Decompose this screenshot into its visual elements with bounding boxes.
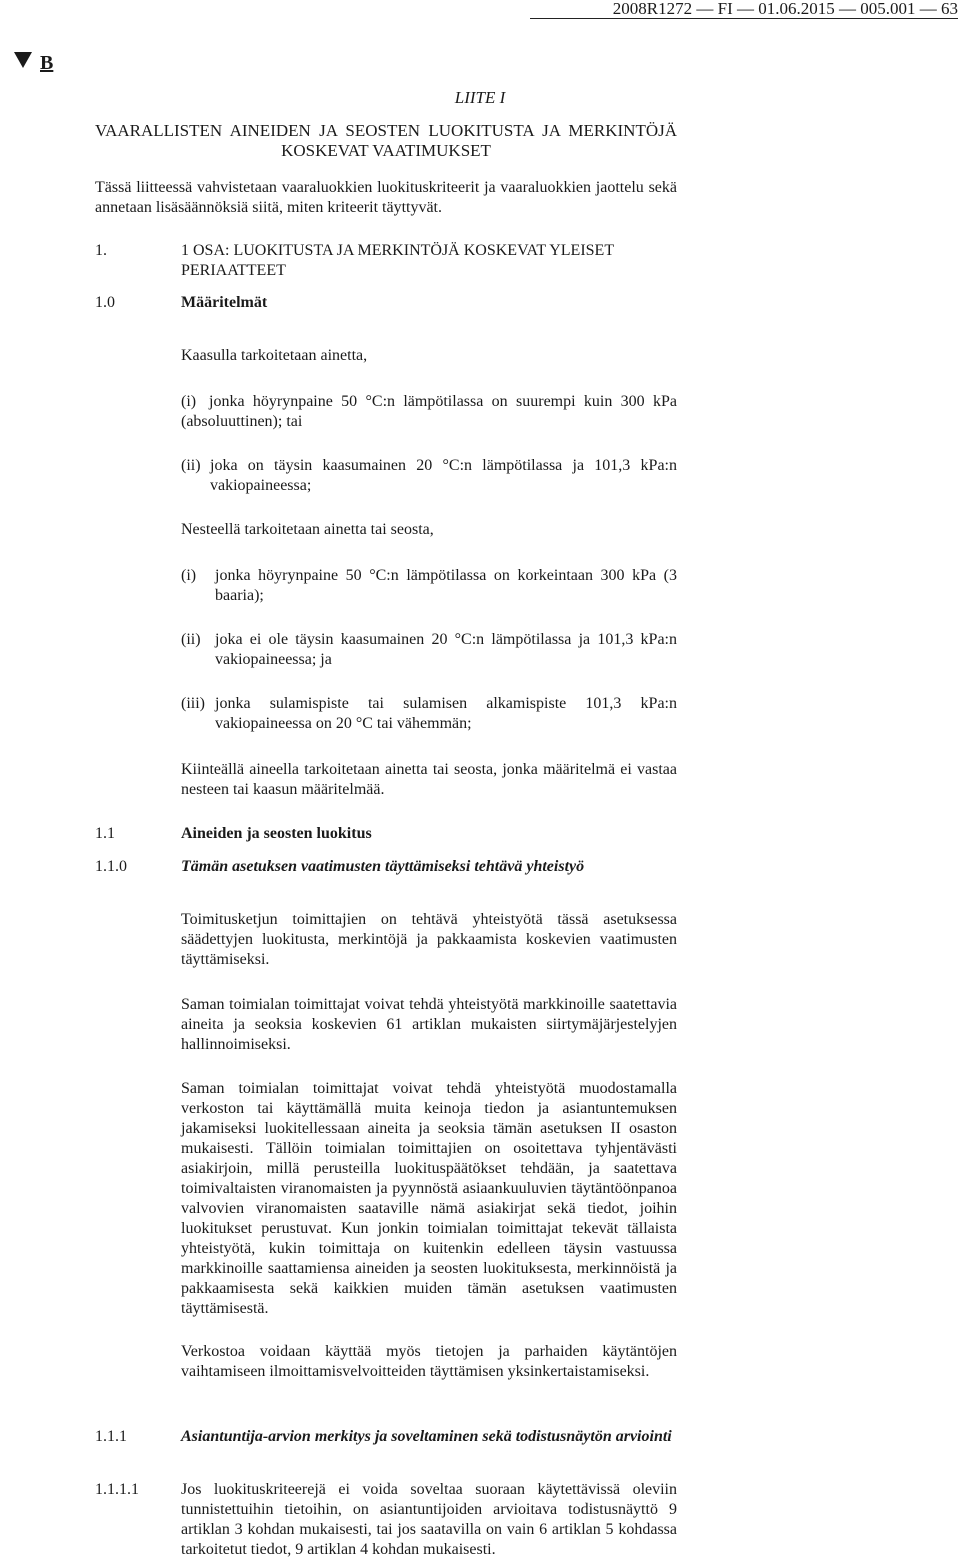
page-header: 2008R1272 — FI — 01.06.2015 — 005.001 — 63 [530, 0, 958, 19]
section-number: 1. [95, 242, 107, 259]
section-title: Määritelmät [181, 294, 268, 311]
list-item-label: (ii) [181, 631, 201, 648]
list-item [181, 392, 677, 432]
list-item-text: joka on täysin kaasumainen 20 °C:n lämpötilassa ja 101,3 kPa:n vakiopaineessa; [210, 457, 677, 494]
paragraph: Toimitusketjun toimittajien on tehtävä yhteistyötä tässä asetuksessa säädettyjen luokitusta, merkintöjä ja pakkaamista koskevien vaatimusten täyttämiseksi. [181, 911, 677, 968]
section-number: 1.1 [95, 825, 115, 842]
list-item-label: (ii) [181, 457, 201, 474]
section-title: Aineiden ja seosten luokitus [181, 825, 372, 842]
annex-title: VAARALLISTEN AINEIDEN JA SEOSTEN LUOKITUSTA JA MERKINTÖJÄ KOSKEVAT VAATIMUKSET [95, 121, 677, 160]
list-item-text: jonka höyrynpaine 50 °C:n lämpötilassa on suurempi kuin 300 kPa (absoluuttinen); tai [181, 393, 677, 430]
paragraph: Verkostoa voidaan käyttää myös tietojen ja parhaiden käytäntöjen vaihtamiseen ilmoittamisvelvoitteiden täyttämisen yksinkertaistamiseksi. [181, 1343, 677, 1380]
section-title: 1 OSA: LUOKITUSTA JA MERKINTÖJÄ KOSKEVAT YLEISET PERIAATTEET [181, 242, 614, 279]
list-item-text: jonka höyrynpaine 50 °C:n lämpötilassa on korkeintaan 300 kPa (3 baaria); [215, 567, 677, 604]
gas-definition-intro: Kaasulla tarkoitetaan ainetta, [181, 347, 368, 364]
annex-label: LIITE I [454, 88, 506, 107]
list-item-label: (i) [181, 393, 197, 410]
list-item-label: (iii) [181, 695, 205, 712]
paragraph: Jos luokituskriteerejä ei voida soveltaa suoraan käytettävissä oleviin tunnistettuihin tietoihin, on asiantuntijoiden arvioitava todistusnäyttö 9 artiklan 3 kohdan mukaisesti, tai jos saatavilla on vain 6 artiklan 5 kohdassa tarkoitetut tiedot, 9 artiklan 4 kohdan mukaisesti. [181, 1481, 677, 1558]
section-title: Asiantuntija-arvion merkitys ja soveltaminen sekä todistusnäytön arviointi [181, 1428, 672, 1445]
amendment-marker [14, 52, 53, 74]
paragraph: Saman toimialan toimittajat voivat tehdä yhteistyötä muodostamalla verkoston tai käyttämällä muita keinoja tiedon ja asiantuntemuksen jakamiseksi luokitellessaan aineita ja seoksia tämän asetuksen II osaston mukaisesti. Tällöin toimialan toimittajien on osoitettava tyhjentävästi asiakirjoin, millä perusteilla luokituspäätökset tehdään, ja saatettava toimivaltaisten viranomaisten ja pyynnöstä asiaankuuluvien täytäntöönpanoa valvovien viranomaisten saataville nämä asiakirjat sekä tiedot, joihin luokitukset perustuvat. Kun jonkin toimialan toimittajat tekevät tällaista yhteistyötä, kukin toimittaja on kuitenkin edelleen täysin vastuussa markkinoille saattamiensa aineiden ja seosten luokituksesta, merkinnöistä ja pakkaamisesta sekä kaikkien muiden tämän asetuksen vaatimusten täyttämisestä. [181, 1080, 677, 1317]
annex-intro: Tässä liitteessä vahvistetaan vaaraluokkien luokituskriteerit ja vaaraluokkien jaottelu sekä annetaan lisäsäännöksiä siitä, miten kriteerit täyttyvät. [95, 179, 677, 216]
list-item-text: jonka sulamispiste tai sulamisen alkamispiste 101,3 kPa:n vakiopaineessa on 20 °C tai vähemmän; [215, 695, 677, 732]
section-number: 1.0 [95, 294, 115, 311]
list-item [181, 456, 677, 496]
solid-definition: Kiinteällä aineella tarkoitetaan ainetta tai seosta, jonka määritelmä ei vastaa nesteen tai kaasun määritelmää. [181, 761, 677, 798]
marker-letter: B [40, 52, 54, 74]
triangle-down-icon [14, 52, 32, 68]
section-number: 1.1.1 [95, 1428, 127, 1445]
list-item [181, 566, 677, 606]
section-number: 1.1.1.1 [95, 1481, 139, 1498]
list-item [181, 694, 677, 734]
section-title: Tämän asetuksen vaatimusten täyttämiseksi tehtävä yhteistyö [181, 858, 585, 875]
list-item-text: joka ei ole täysin kaasumainen 20 °C:n lämpötilassa ja 101,3 kPa:n vakiopaineessa; ja [215, 631, 677, 668]
list-item-label: (i) [181, 567, 197, 584]
paragraph: Saman toimialan toimittajat voivat tehdä yhteistyötä markkinoille saatettavia aineita ja seoksia koskevien 61 artiklan mukaisten siirtymäjärjestelyjen hallinnoimiseksi. [181, 996, 677, 1053]
liquid-definition-intro: Nesteellä tarkoitetaan ainetta tai seosta, [181, 521, 434, 538]
section-number: 1.1.0 [95, 858, 127, 875]
list-item [181, 630, 677, 670]
